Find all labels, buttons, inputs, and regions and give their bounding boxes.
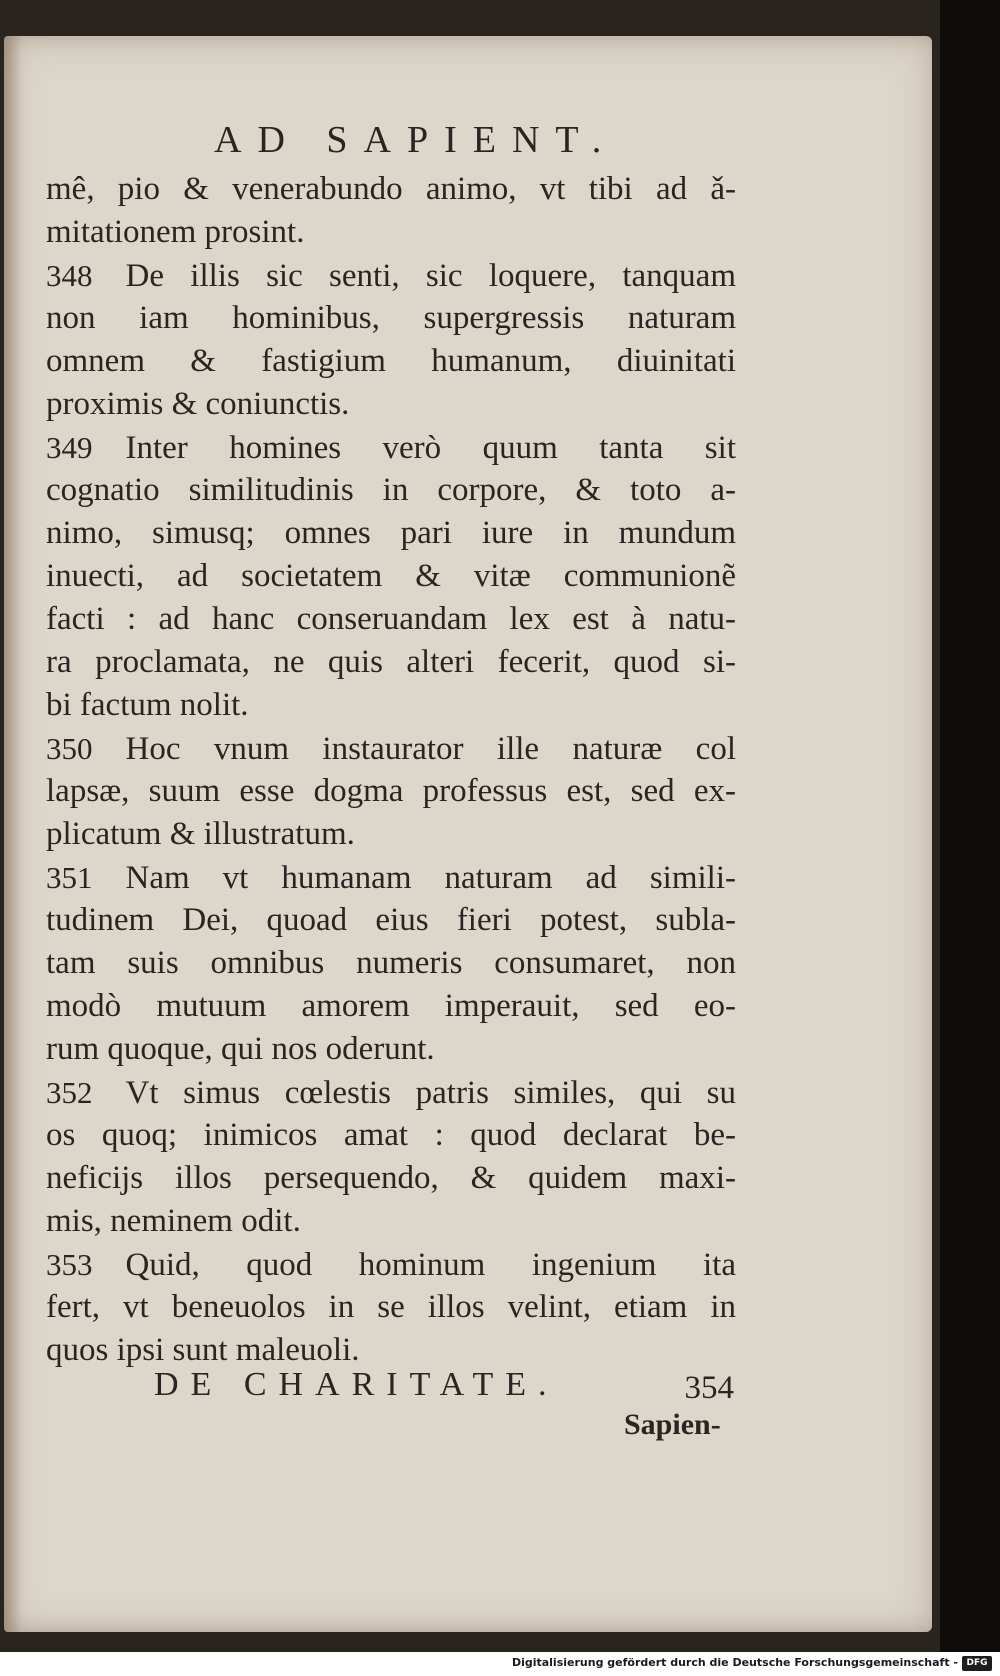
text-line [46, 383, 736, 426]
line-text: quos ipsi sunt maleuoli. [46, 1332, 360, 1368]
text-line [46, 254, 736, 297]
line-text: lapsæ, suum esse dogma professus est, sed ex- [46, 773, 736, 809]
aphorism-number: 349 [46, 430, 93, 465]
page-gutter-shade [4, 36, 22, 1632]
footer-credit: Digitalisierung gefördert durch die Deutsche Forschungsgemeinschaft - [511, 1656, 958, 1669]
line-text: neficijs illos persequendo, & quidem maxi- [46, 1160, 736, 1196]
text-line [46, 684, 736, 727]
text-line [46, 1071, 736, 1114]
line-text: tam suis omnibus numeris consumaret, non [46, 945, 736, 981]
text-line [46, 770, 736, 813]
section-title: DE CHARITATE. [154, 1366, 559, 1403]
text-line [46, 555, 736, 598]
line-text: Vt simus cœlestis patris similes, qui su [125, 1075, 736, 1111]
aphorism-number: 351 [46, 860, 93, 895]
text-line [46, 211, 736, 254]
text-line [46, 727, 736, 770]
line-text: cognatio similitudinis in corpore, & toto a- [46, 472, 736, 508]
line-text: De illis sic senti, sic loquere, tanquam [125, 258, 736, 294]
book-page [4, 36, 932, 1632]
line-text: Inter homines verò quum tanta sit [125, 430, 736, 466]
aphorism-number: 350 [46, 731, 93, 766]
line-text: fert, vt beneuolos in se illos velint, etiam in [46, 1289, 736, 1325]
line-text: mitationem prosint. [46, 214, 305, 250]
dfg-logo: DFG [962, 1656, 992, 1671]
line-text: nimo, simusq; omnes pari iure in mundum [46, 515, 736, 551]
catchword: Sapien- [624, 1408, 721, 1441]
text-line [46, 1200, 736, 1243]
text-line [46, 297, 736, 340]
line-text: facti : ad hanc conseruandam lex est à natu- [46, 601, 736, 637]
line-text: modò mutuum amorem imperauit, sed eo- [46, 988, 736, 1024]
text-line [46, 512, 736, 555]
line-text: non iam hominibus, supergressis naturam [46, 300, 736, 336]
line-text: omnem & fastigium humanum, diuinitati [46, 343, 736, 379]
aphorism-number: 348 [46, 258, 93, 293]
line-text: rum quoque, qui nos oderunt. [46, 1031, 435, 1067]
line-text: Hoc vnum instaurator ille naturæ col [125, 731, 736, 767]
line-text: ra proclamata, ne quis alteri fecerit, quod si- [46, 644, 736, 680]
line-text: mis, neminem odit. [46, 1203, 301, 1239]
aphorism-number: 352 [46, 1075, 93, 1110]
line-text: os quoq; inimicos amat : quod declarat be- [46, 1117, 736, 1153]
text-line [46, 426, 736, 469]
text-line [46, 985, 736, 1028]
line-text: Nam vt humanam naturam ad simili- [125, 860, 736, 896]
catchline [154, 1366, 734, 1404]
text-line [46, 1243, 736, 1286]
line-text: plicatum & illustratum. [46, 816, 355, 852]
line-text: inuecti, ad societatem & vitæ communionẽ [46, 558, 736, 594]
text-line [46, 469, 736, 512]
catch-number: 354 [684, 1370, 734, 1406]
aphorism-number: 353 [46, 1247, 93, 1282]
footer-bar [0, 1652, 1000, 1676]
line-text: bi factum nolit. [46, 687, 249, 723]
text-line [46, 1114, 736, 1157]
running-head: AD SAPIENT. [214, 119, 618, 161]
text-line [46, 899, 736, 942]
text-line [46, 340, 736, 383]
text-line [46, 168, 736, 211]
text-line [46, 1157, 736, 1200]
text-line [46, 813, 736, 856]
line-text: tudinem Dei, quoad eius fieri potest, subla- [46, 902, 736, 938]
text-line [46, 942, 736, 985]
text-line [46, 641, 736, 684]
line-text: proximis & coniunctis. [46, 386, 350, 422]
text-line [46, 1286, 736, 1329]
line-text: Quid, quod hominum ingenium ita [125, 1247, 736, 1283]
text-line [46, 598, 736, 641]
body-text [46, 168, 736, 1372]
text-line [46, 1028, 736, 1071]
line-text: mê, pio & venerabundo animo, vt tibi ad ǎ- [46, 171, 736, 207]
text-line [46, 856, 736, 899]
